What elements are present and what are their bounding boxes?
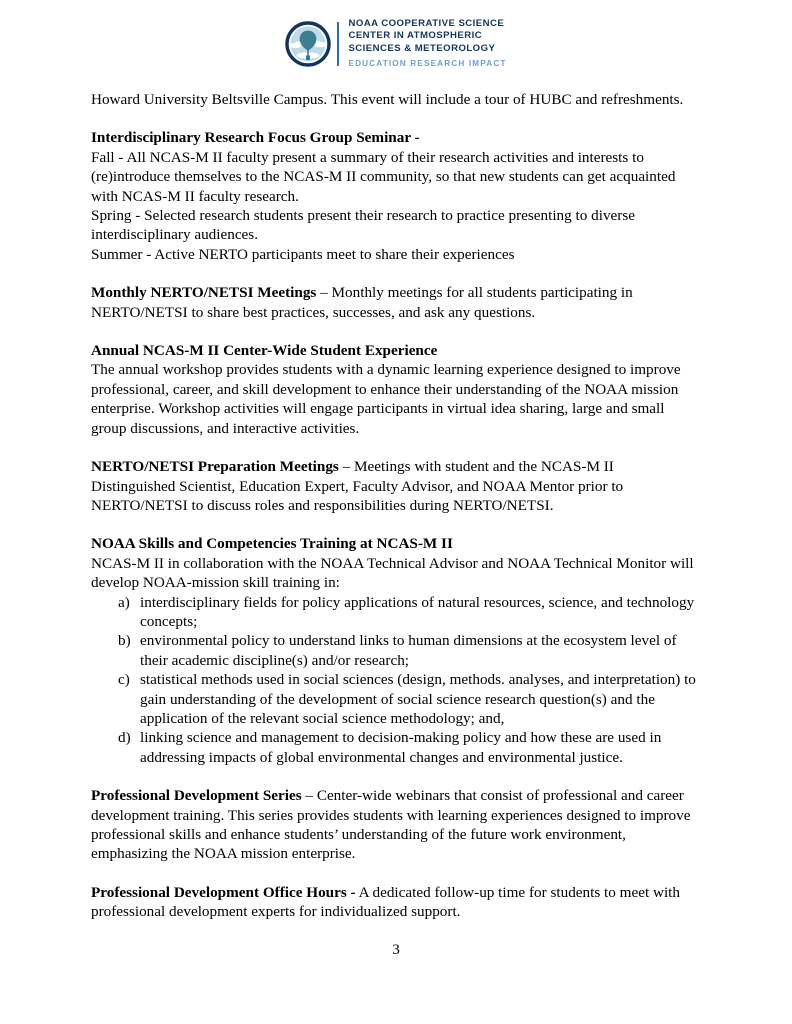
spacer — [91, 438, 701, 457]
section-body: A dedicated follow-up time for students to meet with professional development experts for individualized support. — [91, 883, 680, 921]
section-heading: Professional Development Office Hours - — [91, 883, 356, 901]
spacer — [91, 767, 701, 786]
section-paragraph — [91, 786, 701, 864]
section-professional-development-series — [91, 786, 701, 864]
section-heading: Annual NCAS-M II Center-Wide Student Experience — [91, 342, 438, 360]
section-body: The annual workshop provides students with a dynamic learning experience designed to improve professional, career, and skill development to enhance their understanding of the NOAA mission enterprise. Workshop activities will engage participants in virtual idea sharing, large and small group discussions, and interactive activities. — [91, 361, 681, 437]
logo-tagline: EDUCATION RESEARCH IMPACT — [348, 59, 507, 69]
organization-logo — [285, 18, 506, 70]
list-item-marker: b) — [118, 632, 131, 650]
section-professional-development-office-hours — [91, 883, 701, 922]
list-item-text: linking science and management to decision-making policy and how these are used in addressing impacts of global environmental changes and environmental justice. — [140, 729, 662, 766]
page-number: 3 — [392, 941, 400, 958]
section-separator: – — [338, 458, 355, 476]
logo-divider — [337, 22, 339, 66]
logo-title-line-2: CENTER IN ATMOSPHERIC — [348, 30, 483, 42]
list-item — [91, 670, 701, 728]
section-paragraph — [91, 883, 701, 922]
noaa-weather-balloon-logo-icon — [285, 21, 331, 67]
logo-title-line-3: SCIENCES & METEOROLOGY — [348, 42, 496, 54]
spacer — [91, 864, 701, 883]
spacer — [91, 264, 701, 283]
logo-title-line-1: NOAA COOPERATIVE SCIENCE — [348, 18, 505, 29]
section-separator: – — [301, 787, 317, 805]
list-item — [91, 728, 701, 767]
section-paragraph — [91, 283, 701, 322]
section-noaa-skills-and-competencies-training — [91, 534, 701, 767]
section-heading: NOAA Skills and Competencies Training at NCAS-M II — [91, 535, 453, 553]
section-nerto-netsi-preparation-meetings — [91, 457, 701, 515]
section-line: Fall - All NCAS-M II faculty present a summary of their research activities and interests to (re)introduce themselves to the NCAS-M II community, so that new students can get acquainted with NCAS-M II faculty research. — [91, 148, 676, 205]
page-header — [0, 18, 792, 70]
list-item-text: statistical methods used in social sciences (design, methods. analyses, and interpretation) to gain understanding of the development of social science research question(s) and the application of the relevant social science methodology; and, — [140, 671, 696, 727]
skills-training-list — [91, 593, 701, 768]
spacer — [91, 515, 701, 534]
section-body: Meetings with student and the NCAS-M II Distinguished Scientist, Education Expert, Faculty Advisor, and NOAA Mentor prior to NERTO/NETSI to discuss roles and responsibilities during NERTO/NETSI. — [91, 458, 624, 514]
section-line: Summer - Active NERTO participants meet to share their experiences — [91, 245, 515, 263]
section-heading: Interdisciplinary Research Focus Group Seminar - — [91, 129, 420, 147]
section-body: NCAS-M II in collaboration with the NOAA Technical Advisor and NOAA Technical Monitor will develop NOAA-mission skill training in: — [91, 554, 694, 592]
list-item-marker: a) — [118, 593, 130, 611]
section-heading: NERTO/NETSI Preparation Meetings — [91, 458, 339, 476]
logo-text-block — [348, 18, 506, 70]
section-paragraph — [91, 457, 701, 515]
section-monthly-nerto-netsi-meetings — [91, 283, 701, 322]
section-heading: Professional Development Series — [91, 787, 302, 805]
list-item-marker: d) — [118, 729, 131, 747]
spacer — [91, 322, 701, 341]
spacer — [91, 109, 701, 128]
section-body: Monthly meetings for all students participating in NERTO/NETSI to share best practices, successes, and ask any questions. — [91, 284, 633, 321]
list-item-text: environmental policy to understand links to human dimensions at the ecosystem level of their academic discipline(s) and/or research; — [140, 632, 677, 669]
section-line: Spring - Selected research students present their research to practice presenting to diverse interdisciplinary audiences. — [91, 207, 636, 244]
section-body: Center-wide webinars that consist of professional and career development training. This series provides students with learning experiences designed to improve professional skills and enhance students’ understanding of the future work environment, emphasizing the NOAA mission enterprise. — [91, 787, 691, 863]
section-separator: – — [316, 284, 332, 302]
section-interdisciplinary-research-focus-group — [91, 128, 701, 264]
document-body — [91, 90, 701, 922]
list-item — [91, 593, 701, 632]
intro-paragraph: Howard University Beltsville Campus. This event will include a tour of HUBC and refreshments. — [91, 91, 684, 108]
section-annual-center-wide-student-experience — [91, 341, 701, 438]
list-item-text: interdisciplinary fields for policy applications of natural resources, science, and technology concepts; — [140, 593, 695, 630]
list-item — [91, 631, 701, 670]
list-item-marker: c) — [118, 671, 130, 689]
section-heading: Monthly NERTO/NETSI Meetings — [91, 284, 317, 302]
